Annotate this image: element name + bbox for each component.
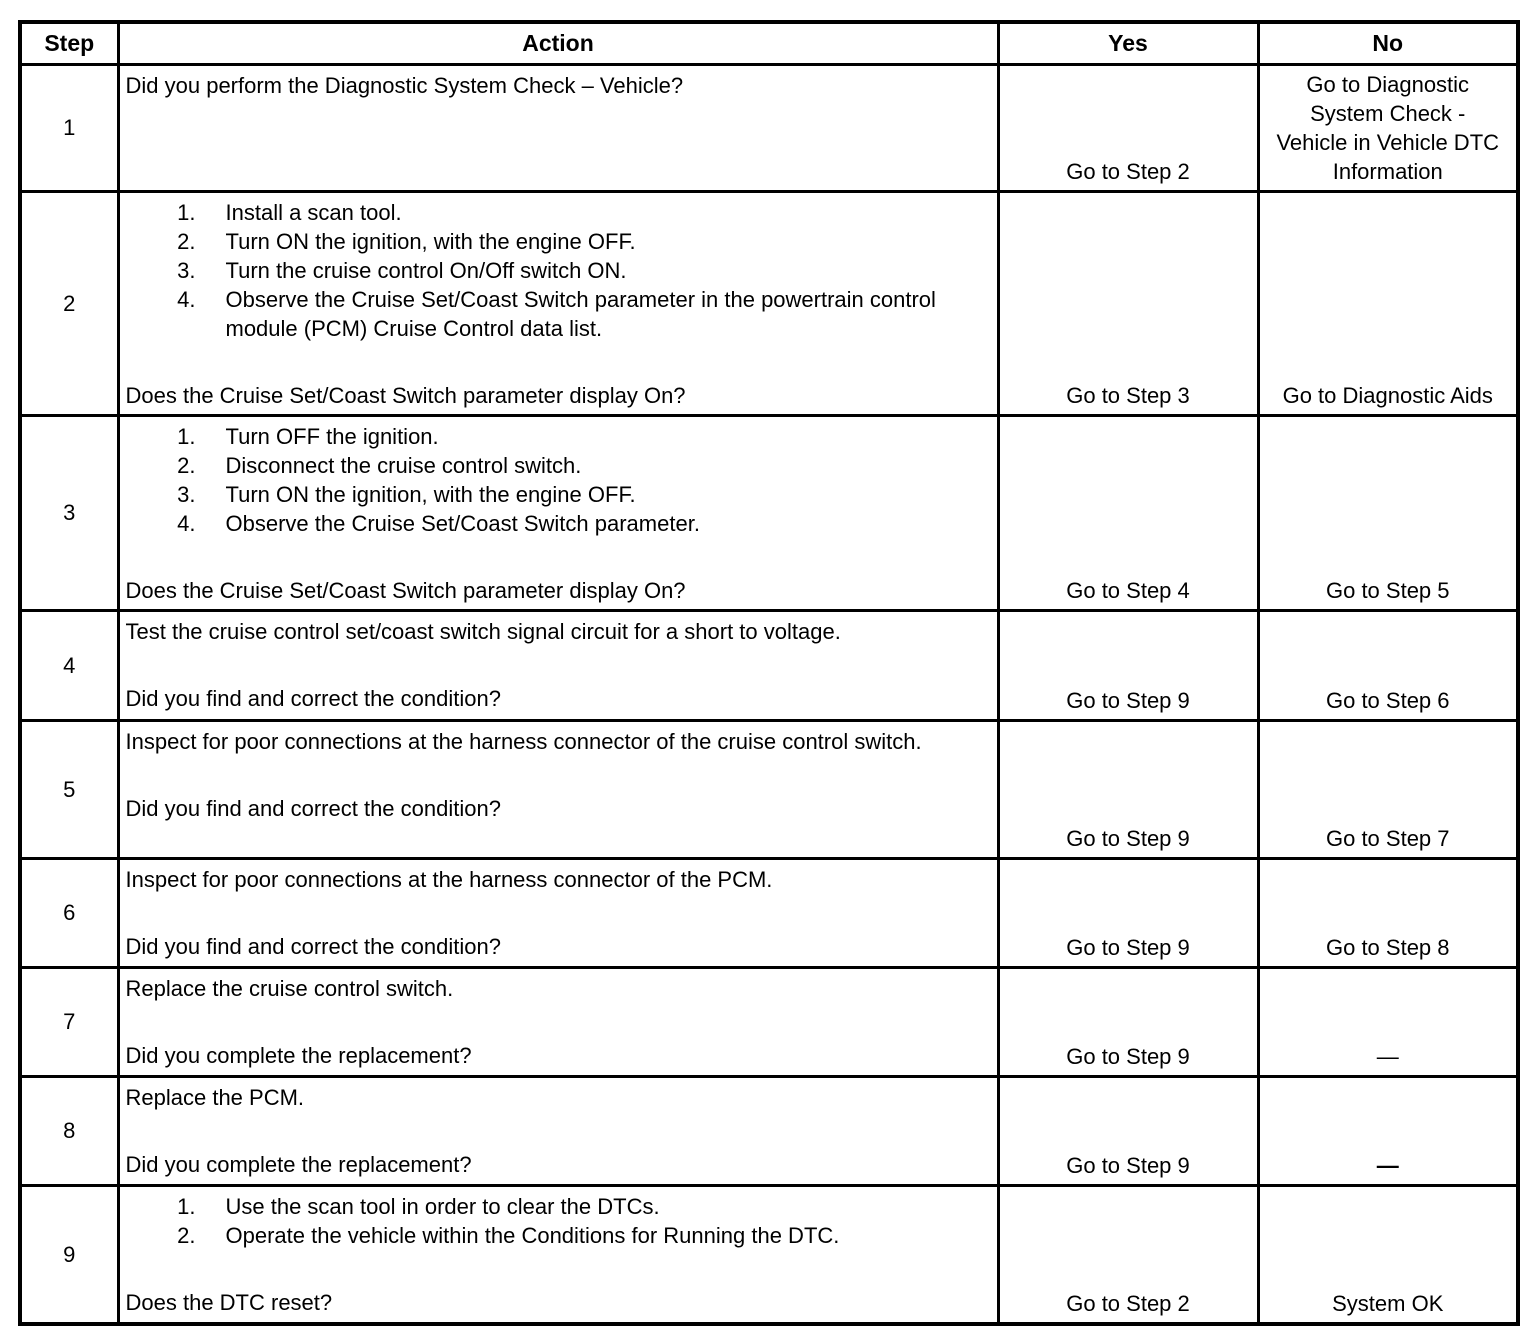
step-number: 1 [20, 64, 118, 191]
no-cell: — [1258, 967, 1518, 1076]
list-item: 4. Observe the Cruise Set/Coast Switch parameter in the powertrain control module (PCM) Cruise Control data list. [177, 286, 936, 341]
list-item: 2. Turn ON the ignition, with the engine OFF. [177, 228, 636, 254]
no-cell: Go to Diagnostic Aids [1258, 191, 1518, 415]
step-number: 3 [20, 415, 118, 610]
action-intro: Replace the cruise control switch. [125, 975, 454, 1001]
list-item: 1. Install a scan tool. [177, 199, 402, 225]
action-question: Did you find and correct the condition? [125, 685, 501, 711]
action-cell [118, 610, 998, 720]
table-row [20, 858, 1518, 967]
action-question: Does the Cruise Set/Coast Switch parameter display On? [125, 577, 686, 603]
step-number: 2 [20, 191, 118, 415]
action-cell [118, 1076, 998, 1185]
action-question: Does the Cruise Set/Coast Switch parameter display On? [125, 382, 686, 408]
list-item: 2. Disconnect the cruise control switch. [177, 452, 582, 478]
yes-cell: Go to Step 9 [998, 967, 1258, 1076]
step-number: 7 [20, 967, 118, 1076]
step-number: 4 [20, 610, 118, 720]
diagnostic-table [18, 20, 1520, 1326]
step-number: 8 [20, 1076, 118, 1185]
action-intro: Inspect for poor connections at the harness connector of the PCM. [125, 866, 773, 892]
action-cell [118, 858, 998, 967]
action-steps [126, 1192, 991, 1250]
yes-cell: Go to Step 2 [998, 1185, 1258, 1324]
table-row [20, 720, 1518, 858]
list-item: 1. Use the scan tool in order to clear the DTCs. [177, 1193, 660, 1219]
no-cell [1258, 64, 1518, 191]
table-row [20, 415, 1518, 610]
header-yes: Yes [998, 22, 1258, 64]
list-item: 3. Turn ON the ignition, with the engine OFF. [177, 481, 636, 507]
list-item: 2. Operate the vehicle within the Conditions for Running the DTC. [177, 1222, 840, 1248]
table-row [20, 1185, 1518, 1324]
table-row [20, 64, 1518, 191]
action-cell [118, 415, 998, 610]
action-steps [126, 422, 991, 538]
table-row [20, 967, 1518, 1076]
action-question: Does the DTC reset? [125, 1289, 333, 1315]
header-action: Action [118, 22, 998, 64]
no-cell: Go to Step 6 [1258, 610, 1518, 720]
table-row [20, 610, 1518, 720]
action-cell [118, 1185, 998, 1324]
action-cell [118, 64, 998, 191]
header-row [20, 22, 1518, 64]
no-text: Go to Diagnostic System Check - Vehicle in Vehicle DTC Information [1276, 71, 1500, 184]
step-number: 9 [20, 1185, 118, 1324]
yes-cell: Go to Step 9 [998, 610, 1258, 720]
table-row [20, 191, 1518, 415]
yes-cell: Go to Step 9 [998, 1076, 1258, 1185]
no-cell: — [1258, 1076, 1518, 1185]
no-cell: Go to Step 5 [1258, 415, 1518, 610]
step-number: 5 [20, 720, 118, 858]
action-cell [118, 191, 998, 415]
yes-cell: Go to Step 9 [998, 720, 1258, 858]
action-intro: Replace the PCM. [125, 1084, 305, 1110]
action-intro: Inspect for poor connections at the harness connector of the cruise control switch. [125, 728, 922, 754]
list-item: 4. Observe the Cruise Set/Coast Switch parameter. [177, 510, 700, 536]
action-steps [126, 198, 991, 343]
no-cell: System OK [1258, 1185, 1518, 1324]
no-cell: Go to Step 8 [1258, 858, 1518, 967]
action-question: Did you find and correct the condition? [125, 933, 501, 959]
action-question: Did you complete the replacement? [125, 1042, 472, 1068]
yes-cell: Go to Step 4 [998, 415, 1258, 610]
header-step: Step [20, 22, 118, 64]
yes-cell: Go to Step 2 [998, 64, 1258, 191]
no-cell: Go to Step 7 [1258, 720, 1518, 858]
action-intro: Test the cruise control set/coast switch signal circuit for a short to voltage. [125, 618, 841, 644]
header-no: No [1258, 22, 1518, 64]
yes-cell: Go to Step 3 [998, 191, 1258, 415]
action-cell [118, 720, 998, 858]
table-row [20, 1076, 1518, 1185]
action-question: Did you find and correct the condition? [125, 795, 501, 821]
action-cell [118, 967, 998, 1076]
yes-cell: Go to Step 9 [998, 858, 1258, 967]
list-item: 3. Turn the cruise control On/Off switch ON. [177, 257, 627, 283]
step-number: 6 [20, 858, 118, 967]
list-item: 1. Turn OFF the ignition. [177, 423, 439, 449]
action-intro: Did you perform the Diagnostic System Check – Vehicle? [125, 72, 684, 98]
action-question: Did you complete the replacement? [125, 1151, 472, 1177]
